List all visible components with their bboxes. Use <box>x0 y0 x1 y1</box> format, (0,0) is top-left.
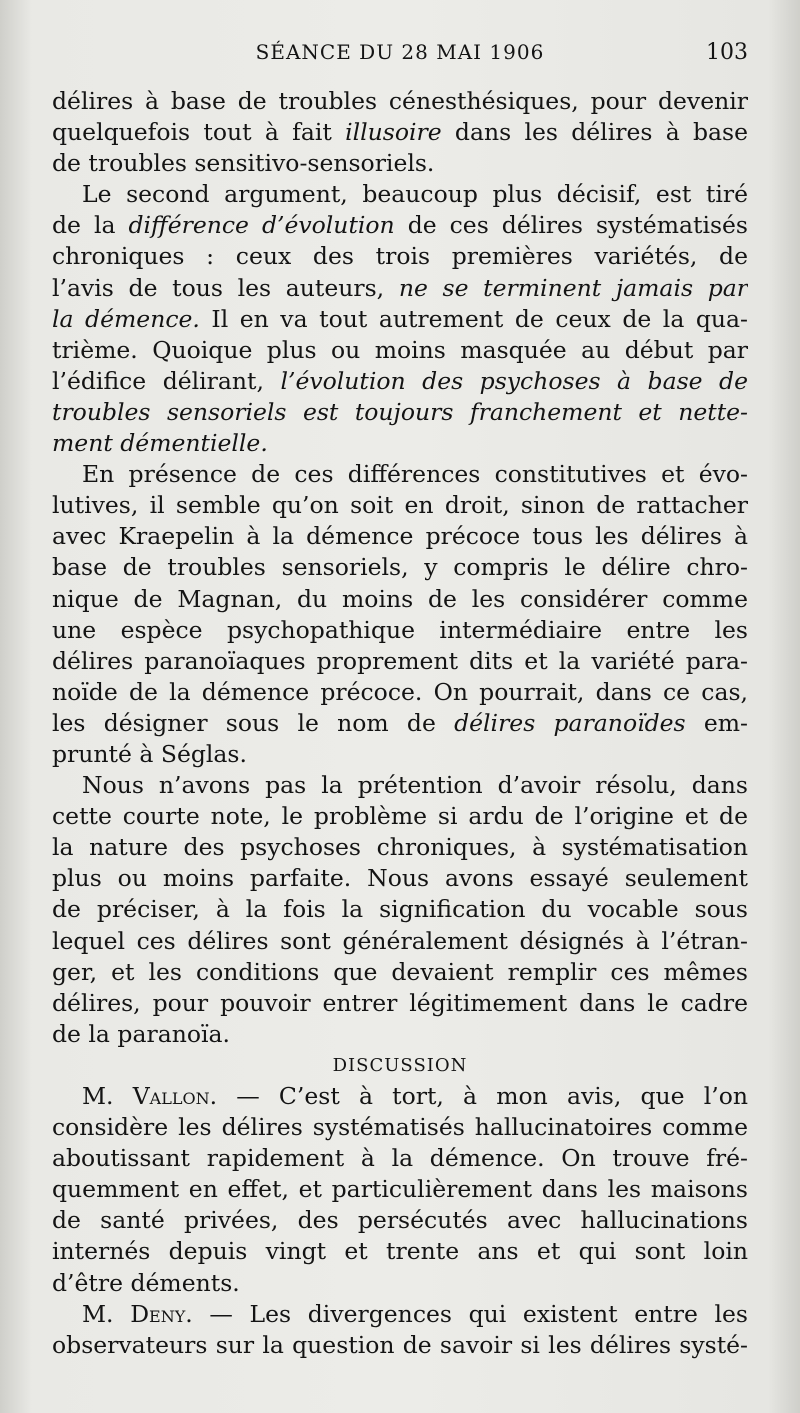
running-header <box>52 40 748 74</box>
text-segment: les désigner sous le nom de <box>52 708 455 737</box>
text-segment: délires à base de troubles cénesthésiques, pour devenir <box>52 87 748 115</box>
text-segment: de troubles sensitivo-sensoriels. <box>52 149 435 178</box>
text-line <box>52 926 748 957</box>
text-line <box>52 1299 748 1330</box>
text-line <box>52 366 748 397</box>
text-segment: plus ou moins parfaite. Nous avons essayé seulement <box>52 864 748 893</box>
text-segment: cette courte note, le problème si ardu de l’origine et de <box>52 802 748 831</box>
text-line <box>52 1143 748 1174</box>
text-line <box>52 894 748 925</box>
text-line <box>52 1112 748 1143</box>
page-number: 103 <box>706 40 748 65</box>
text-line <box>52 117 748 148</box>
italic-text: délires paranoïdes <box>454 708 686 737</box>
text-segment: avec Kraepelin à la démence précoce tous les délires à <box>52 522 748 551</box>
text-line <box>52 646 748 677</box>
text-segment: trième. Quoique plus ou moins masquée au début par <box>52 335 748 364</box>
text-line <box>52 988 748 1019</box>
text-line <box>52 1330 748 1361</box>
text-segment: de santé privées, des persécutés avec hallucinations <box>52 1206 748 1235</box>
text-segment: lutives, il semble qu’on soit en droit, sinon de rattacher <box>52 491 748 520</box>
text-segment: quemment en effet, et particulièrement dans les maisons <box>52 1175 748 1204</box>
text-segment: considère les délires systématisés hallucinatoires comme <box>52 1113 748 1142</box>
text-line <box>52 863 748 894</box>
text-segment: DISCUSSION <box>332 1054 468 1076</box>
text-line <box>52 552 748 583</box>
text-line <box>52 210 748 241</box>
text-segment: Le second argument, beaucoup plus décisif, est tiré <box>82 180 748 209</box>
text-line <box>52 677 748 708</box>
italic-text: ne se terminent jamais par <box>398 273 748 302</box>
text-segment: de la paranoïa. <box>52 1019 230 1048</box>
italic-text: la démence. <box>52 304 200 333</box>
text-line <box>52 521 748 552</box>
text-line <box>52 490 748 521</box>
text-line <box>52 148 748 179</box>
text-line <box>52 832 748 863</box>
text-segment: l’avis de tous les auteurs, <box>52 273 399 302</box>
text-line <box>52 86 748 117</box>
text-segment: délires, pour pouvoir entrer légitimement dans le cadre <box>52 988 748 1017</box>
running-title: SÉANCE DU 28 MAI 1906 <box>255 40 545 64</box>
text-segment: Nous n’avons pas la prétention d’avoir résolu, dans <box>82 771 748 800</box>
text-line <box>52 1081 748 1112</box>
text-segment: noïde de la démence précoce. On pourrait, dans ce cas, <box>52 677 748 706</box>
text-line <box>52 770 748 801</box>
text-segment: observateurs sur la question de savoir si les délires systé- <box>52 1330 748 1359</box>
section-heading <box>52 1050 748 1081</box>
text-segment: nique de Magnan, du moins de les considérer comme <box>52 584 748 613</box>
speaker-name: Deny <box>130 1299 186 1328</box>
text-segment: une espèce psychopathique intermédiaire entre les <box>52 615 748 644</box>
text-line <box>52 179 748 210</box>
text-segment: chroniques : ceux des trois premières variétés, de <box>52 242 748 271</box>
speaker-name: Vallon <box>132 1082 210 1110</box>
text-segment: M. <box>82 1299 131 1328</box>
body-text <box>52 86 748 1361</box>
italic-text: illusoire <box>345 118 442 147</box>
text-line <box>52 957 748 988</box>
text-segment: base de troubles sensoriels, y compris le délire chro- <box>52 553 748 582</box>
italic-text: différence d’évolution <box>128 211 395 240</box>
text-line <box>52 1205 748 1236</box>
text-segment: . — Les divergences qui existent entre les <box>185 1299 748 1328</box>
italic-text: ment démentielle. <box>52 429 268 458</box>
text-line <box>52 241 748 272</box>
text-segment: M. <box>82 1082 133 1110</box>
text-segment: internés depuis vingt et trente ans et qui sont loin <box>52 1237 748 1266</box>
text-line <box>52 335 748 366</box>
text-segment: de la <box>52 211 129 240</box>
text-line <box>52 304 748 335</box>
text-segment: l’édifice délirant, <box>52 366 281 395</box>
text-line <box>52 273 748 304</box>
text-segment: En présence de ces différences constitutives et évo- <box>82 460 748 489</box>
text-segment: dans les délires à base <box>441 118 748 147</box>
text-segment: quelquefois tout à fait <box>52 118 346 147</box>
text-line <box>52 1019 748 1050</box>
text-line <box>52 801 748 832</box>
text-line <box>52 584 748 615</box>
text-line <box>52 397 748 428</box>
text-line <box>52 1174 748 1205</box>
text-line <box>52 615 748 646</box>
italic-text: troubles sensoriels est toujours franchement et nette- <box>52 397 748 426</box>
italic-text: l’évolution des psychoses à base de <box>280 366 748 395</box>
text-segment: de préciser, à la fois la signification du vocable sous <box>52 895 748 924</box>
text-segment: em- <box>685 708 748 737</box>
text-segment: . — C’est à tort, à mon avis, que l’on <box>209 1082 748 1110</box>
text-line <box>52 1236 748 1267</box>
text-segment: la nature des psychoses chroniques, à systématisation <box>52 833 748 862</box>
text-segment: délires paranoïaques proprement dits et la variété para- <box>52 646 748 675</box>
text-segment: ger, et les conditions que devaient remplir ces mêmes <box>52 957 748 986</box>
text-line <box>52 428 748 459</box>
text-segment: lequel ces délires sont généralement désignés à l’étran- <box>52 926 748 955</box>
text-segment: d’être déments. <box>52 1268 240 1297</box>
text-segment: aboutissant rapidement à la démence. On trouve fré- <box>52 1144 748 1173</box>
text-line <box>52 739 748 770</box>
text-line <box>52 1268 748 1299</box>
text-line <box>52 708 748 739</box>
text-segment: de ces délires systématisés <box>394 211 748 240</box>
text-segment: prunté à Séglas. <box>52 739 247 768</box>
text-segment: Il en va tout autrement de ceux de la qua- <box>199 304 748 333</box>
text-line <box>52 459 748 490</box>
